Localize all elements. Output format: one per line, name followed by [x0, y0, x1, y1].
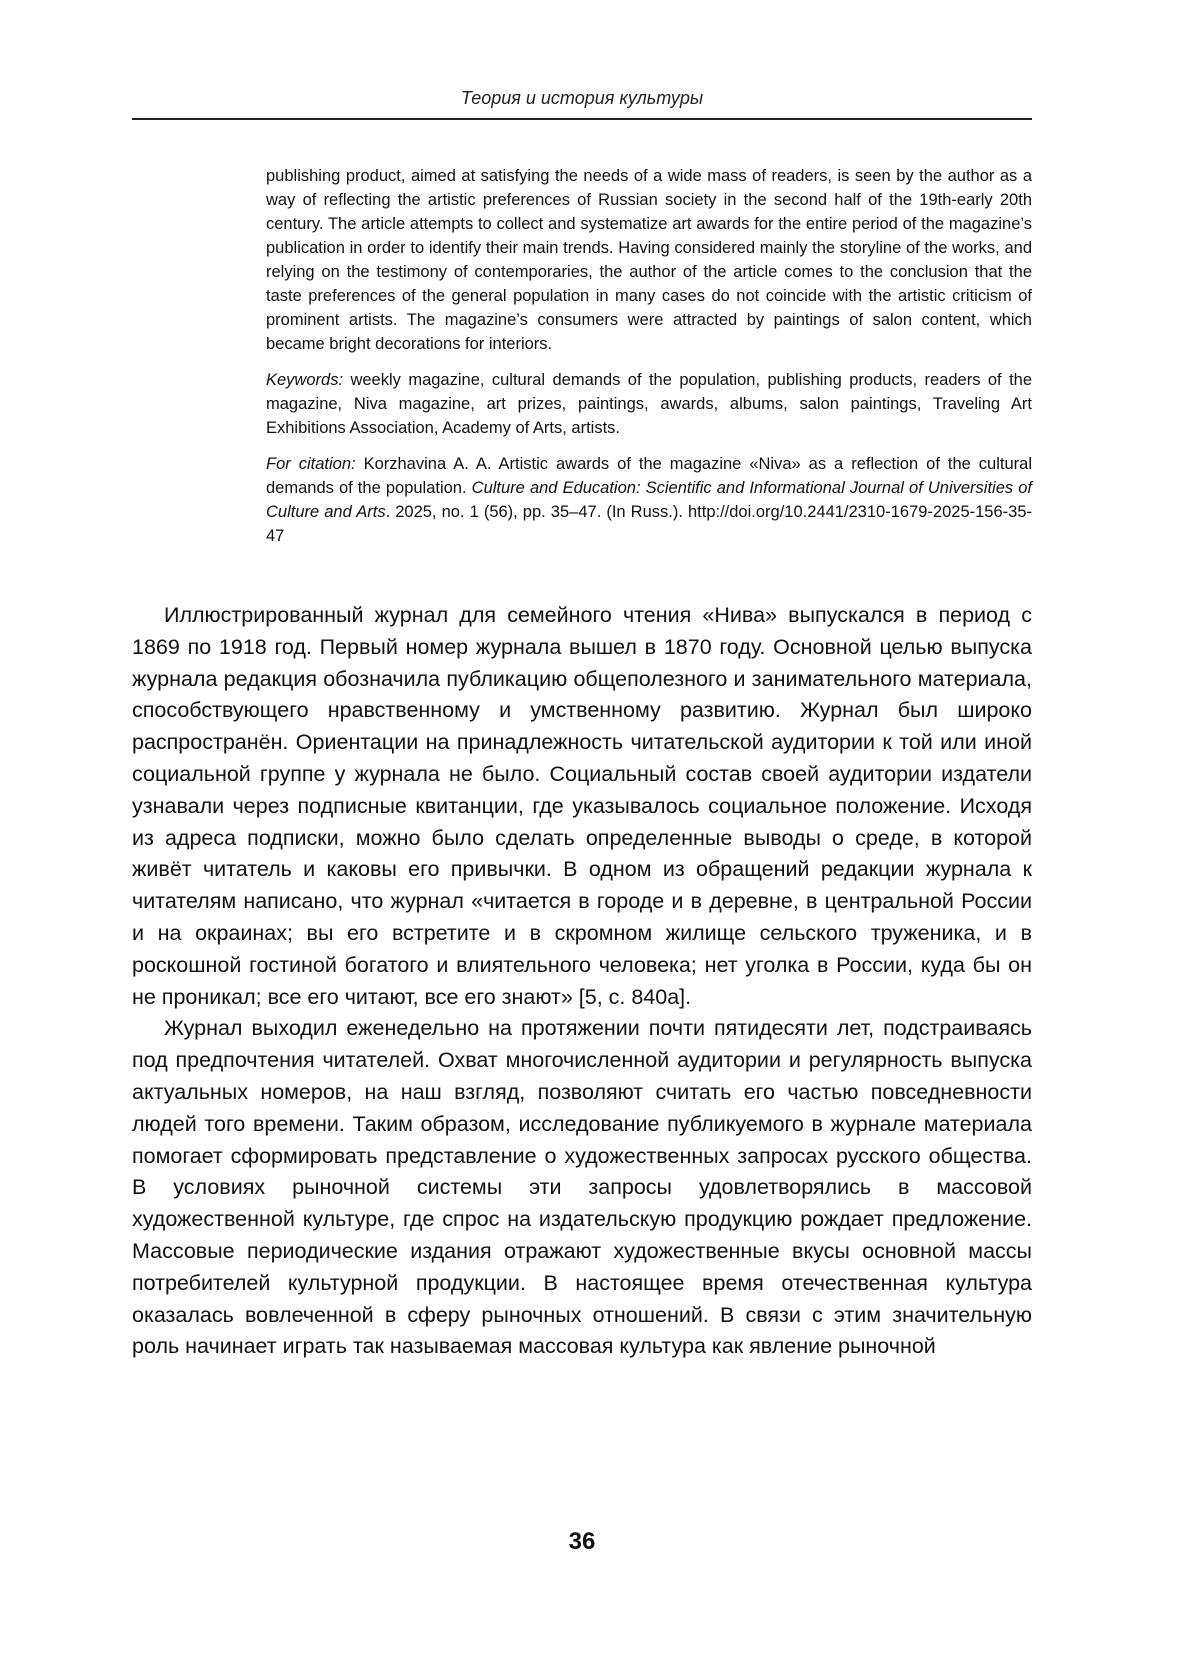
citation-paragraph — [266, 452, 1032, 548]
keywords-label: Keywords: — [266, 371, 344, 389]
citation-label: For citation: — [266, 455, 356, 473]
citation-details: . 2025, no. 1 (56), pp. 35–47. (In Russ.). http://doi.org/10.2441/2310-1679-2025-156-35-47 — [266, 503, 1032, 545]
abstract-text: publishing product, aimed at satisfying the needs of a wide mass of readers, is seen by the author as a way of reflecting the artistic preferences of Russian society in the second half of the 19th-early 20th century. The article attempts to collect and systematize art awards for the entire period of the magazine’s publication in order to identify their main trends. Having considered mainly the storyline of the works, and relying on the testimony of contemporaries, the author of the article comes to the conclusion that the taste preferences of the general population in many cases do not coincide with the artistic criticism of prominent artists. The magazine’s consumers were attracted by paintings of salon content, which became bright decorations for interiors. — [266, 167, 1032, 353]
abstract-block — [266, 164, 1032, 560]
body-paragraph-1: Иллюстрированный журнал для семейного чтения «Нива» выпускался в период с 1869 по 1918 год. Первый номер журнала вышел в 1870 году. Основной целью выпуска журнала редакция обозначила публикацию общеполезного и занимательного материала, способствующего нравственному и умственному развитию. Журнал был широко распространён. Ориентации на принадлежность читательской аудитории к той или иной социальной группе у журнала не было. Социальный состав своей аудитории издатели узнавали через подписные квитанции, где указывалось социальное положение. Исходя из адреса подписки, можно было сделать определенные выводы о среде, в которой живёт читатель и каковы его привычки. В одном из обращений редакции журнала к читателям написано, что журнал «читается в городе и в деревне, в центральной России и на окраинах; вы его встретите и в скромном жилище сельского труженика, и в роскошной гостиной богатого и влиятельного человека; нет уголка в России, куда бы он не проникал; все его читают, все его знают» [5, с. 840а]. — [132, 603, 1032, 1009]
citation-authors-title: Korzhavina A. A. Artistic awards of the magazine «Niva» as a reflection of the cultural demands of the population. — [266, 455, 1032, 497]
citation-journal: Culture and Education: Scientific and Informational Journal of Universities of Culture and Arts — [266, 479, 1032, 521]
header-rule — [132, 118, 1032, 120]
body-paragraph-2: Журнал выходил еженедельно на протяжении почти пятидесяти лет, подстраиваясь под предпочтения читателей. Охват многочисленной аудитории и регулярность выпуска актуальных номеров, на наш взгляд, позволяют считать его частью повседневности людей того времени. Таким образом, исследование публикуемого в журнале материала помогает сформировать представление о художественных запросах русского общества. В условиях рыночной системы эти запросы удовлетворялись в массовой художественной культуре, где спрос на издательскую продукцию рождает предложение. Массовые периодические издания отражают художественные вкусы основной массы потребителей культурной продукции. В настоящее время отечественная культура оказалась вовлеченной в сферу рыночных отношений. В связи с этим значительную роль начинает играть так называемая массовая культура как явление рыночной — [132, 1016, 1032, 1359]
page-number: 36 — [568, 1528, 596, 1555]
keywords-text: weekly magazine, cultural demands of the population, publishing products, readers of the magazine, Niva magazine, art prizes, paintings, awards, albums, salon paintings, Traveling Art Exhibitions Association, Academy of Arts, artists. — [266, 371, 1033, 437]
keywords-paragraph — [266, 368, 1032, 440]
running-header: Теория и история культуры — [460, 88, 704, 108]
main-body — [132, 600, 1032, 1363]
